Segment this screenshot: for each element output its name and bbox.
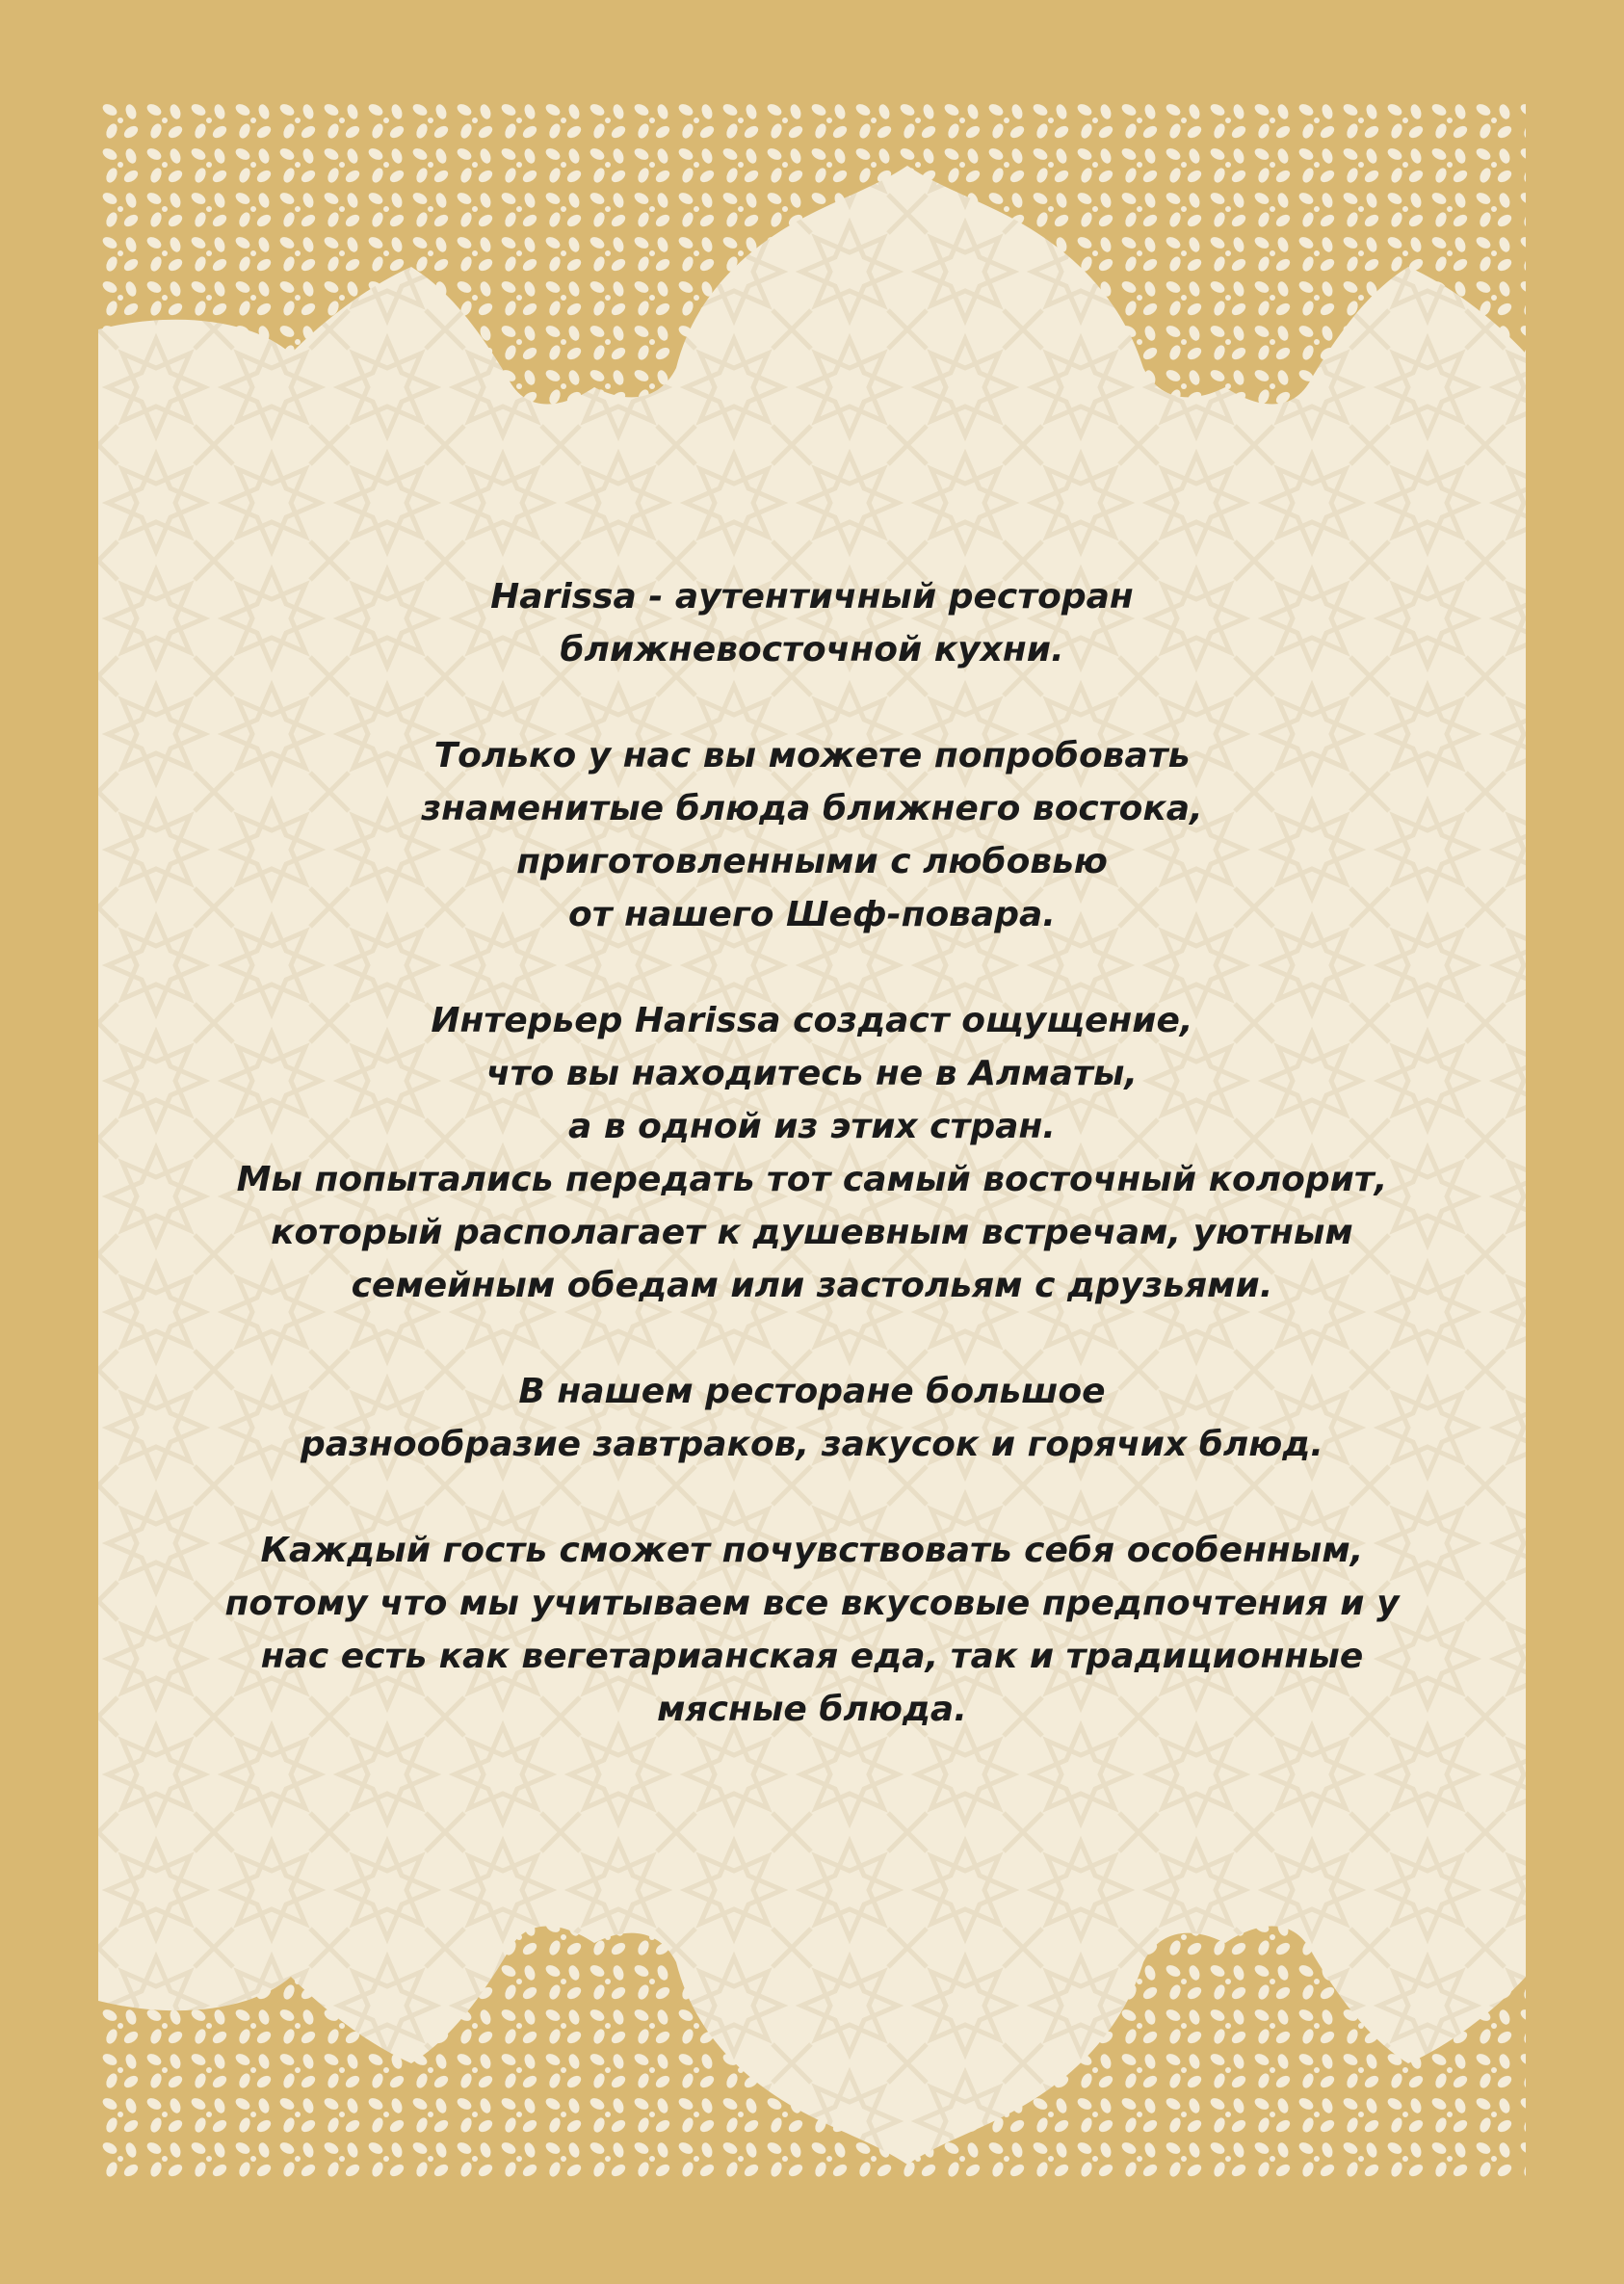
paragraph-guests: Каждый гость сможет почувствовать себя особенным, потому что мы учитываем все вкусовые предпочтения и у нас есть как вегетарианская еда, так и традиционные мясные блюда. (224, 1531, 1400, 1729)
paragraph-menu: В нашем ресторане большое разнообразие завтраков, закусок и горячих блюд. (301, 1372, 1323, 1464)
ornamental-panel (98, 98, 1526, 2185)
restaurant-description (98, 570, 1526, 1789)
paragraph-dishes: Только у нас вы можете попробовать знаменитые блюда ближнего востока, приготовленными с любовью от нашего Шеф-повара. (421, 736, 1203, 934)
paragraph-interior: Интерьер Harissa создаст ощущение, что вы находитесь не в Алматы, а в одной из этих стран. Мы попытались передать тот самый восточный колорит, который располагает к душевным встречам, уютным семейным обедам или застольям с друзьями. (236, 1001, 1388, 1305)
paragraph-intro: Harissa - аутентичный ресторан ближневосточной кухни. (490, 577, 1134, 669)
